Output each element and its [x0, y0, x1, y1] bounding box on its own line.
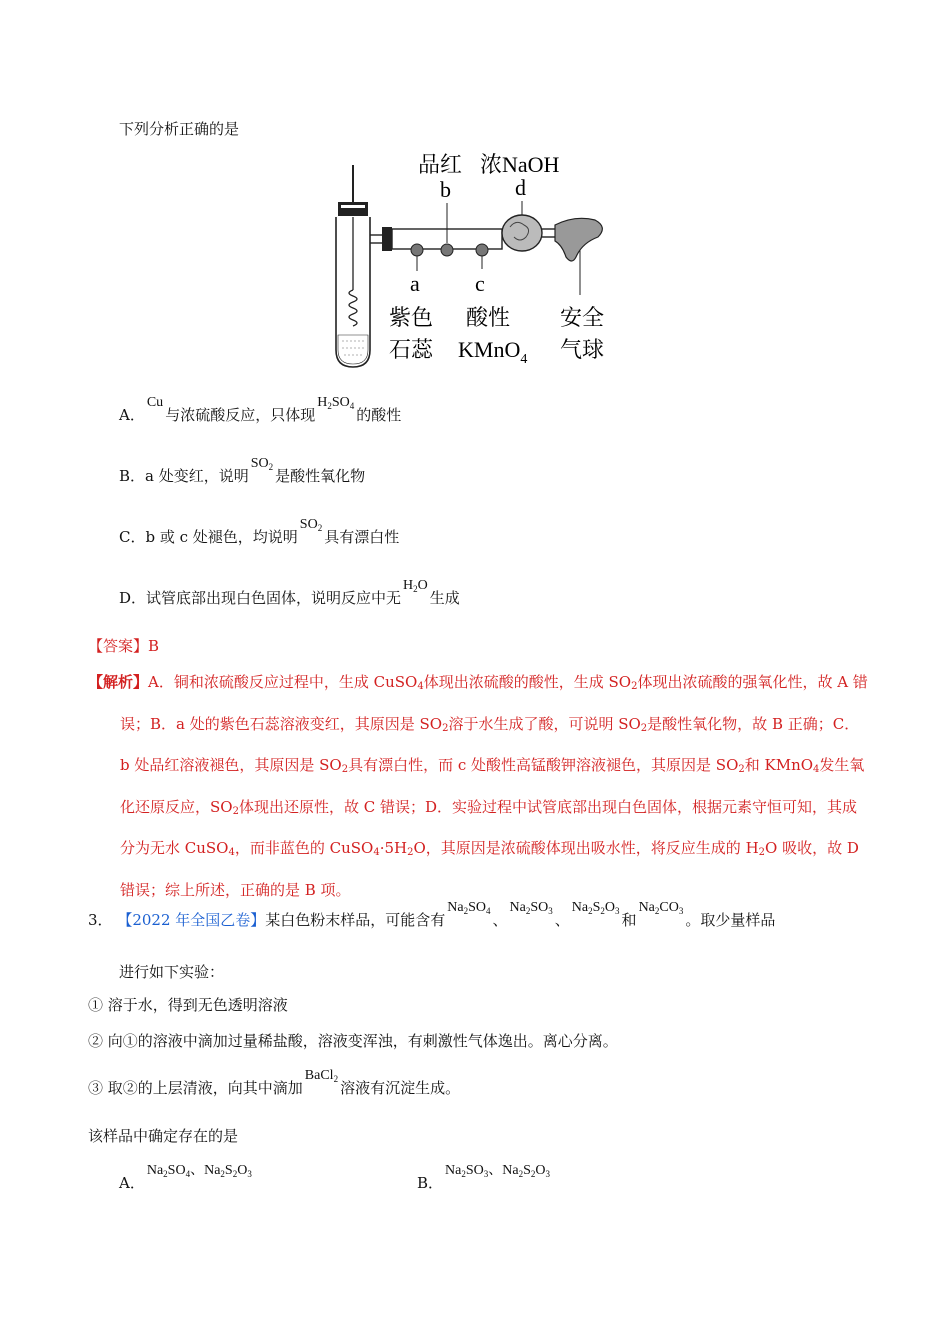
- q3-step-3: ③ 取②的上层清液，向其中滴加BaCl$_2$ 溶液有沉淀生成。: [88, 1068, 461, 1097]
- label-anquan: 安全: [560, 305, 605, 330]
- label-qiqiu: 气球: [560, 337, 605, 362]
- option-d: D．试管底部出现白色固体，说明反应中无$H_2O$生成: [119, 578, 460, 607]
- apparatus-diagram: [300, 145, 630, 370]
- option-b: B．a 处变红，说明$SO_2$ 是酸性氧化物: [119, 456, 366, 485]
- label-naoh: 浓NaOH: [480, 152, 560, 177]
- label-a: a: [410, 271, 420, 296]
- label-shirui: 石蕊: [389, 337, 434, 362]
- question-intro: 下列分析正确的是: [119, 120, 240, 138]
- q3-option-b: B．$Na_2SO_3$、$Na_2S_2O_3$: [417, 1163, 551, 1192]
- label-c: c: [475, 271, 485, 296]
- answer-line: 【答案】B: [88, 637, 160, 655]
- label-pinhong: 品红: [418, 152, 463, 177]
- analysis-block: 【解析】A．铜和浓硫酸反应过程中，生成 CuSO$_4$体现出浓硫酸的酸性，生成 $SO_2$体现出浓硫酸的强氧化性，故 A 错误；B．a 处的紫色石蕊溶液变红，其原因是 $SO_2$溶于水生成了酸，可说明 $SO_2$是酸性氧化物，故 B 正确；C．b 处品红溶液褪色，其原因是 $SO_2$具有漂白性，而 c 处酸性高锰酸钾溶液褪色，其原因是 $SO_2$和 KMnO$_4$发生氧化还原反应，$SO_2$体现出还原性，故 C 错误；D．实验过程中试管底部出现白色固体，根据元素守恒可知，其成分为无水 CuSO$_4$，而非蓝色的 $CuSO_4\cdot 5H_2O$，其原因是浓硫酸体现出吸水性，将反应生成的 $H_2O$ 吸收，故 D 错误；综上所述，正确的是 B 项。: [88, 673, 868, 899]
- q3-step-1: ① 溶于水，得到无色透明溶液: [88, 996, 288, 1014]
- q3-conclusion: 该样品中确定存在的是: [88, 1127, 239, 1145]
- option-a: A．Cu与浓硫酸反应，只体现$H_2SO_4$ 的酸性: [119, 395, 402, 424]
- label-b: b: [440, 177, 451, 202]
- label-zise: 紫色: [389, 305, 434, 330]
- label-suanxing: 酸性: [466, 305, 511, 330]
- label-kmno4: KMnO$_4$: [458, 337, 528, 367]
- label-d: d: [515, 175, 526, 200]
- q3-step-2: ② 向①的溶液中滴加过量稀盐酸，溶液变浑浊，有刺激性气体逸出。离心分离。: [88, 1032, 618, 1050]
- q3-stem: 3． 【2022 年全国乙卷】某白色粉末样品，可能含有$Na_2SO_4$ 、$Na_2SO_3$ 、$Na_2S_2O_3$ 和$Na_2CO_3$ 。取少量样品: [88, 900, 776, 929]
- option-c: C．b 或 c 处褪色，均说明$SO_2$ 具有漂白性: [119, 517, 400, 546]
- q3-option-a: A．$Na_2SO_4$、$Na_2S_2O_3$: [119, 1163, 252, 1192]
- q3-stem-continued: 进行如下实验：: [119, 963, 225, 981]
